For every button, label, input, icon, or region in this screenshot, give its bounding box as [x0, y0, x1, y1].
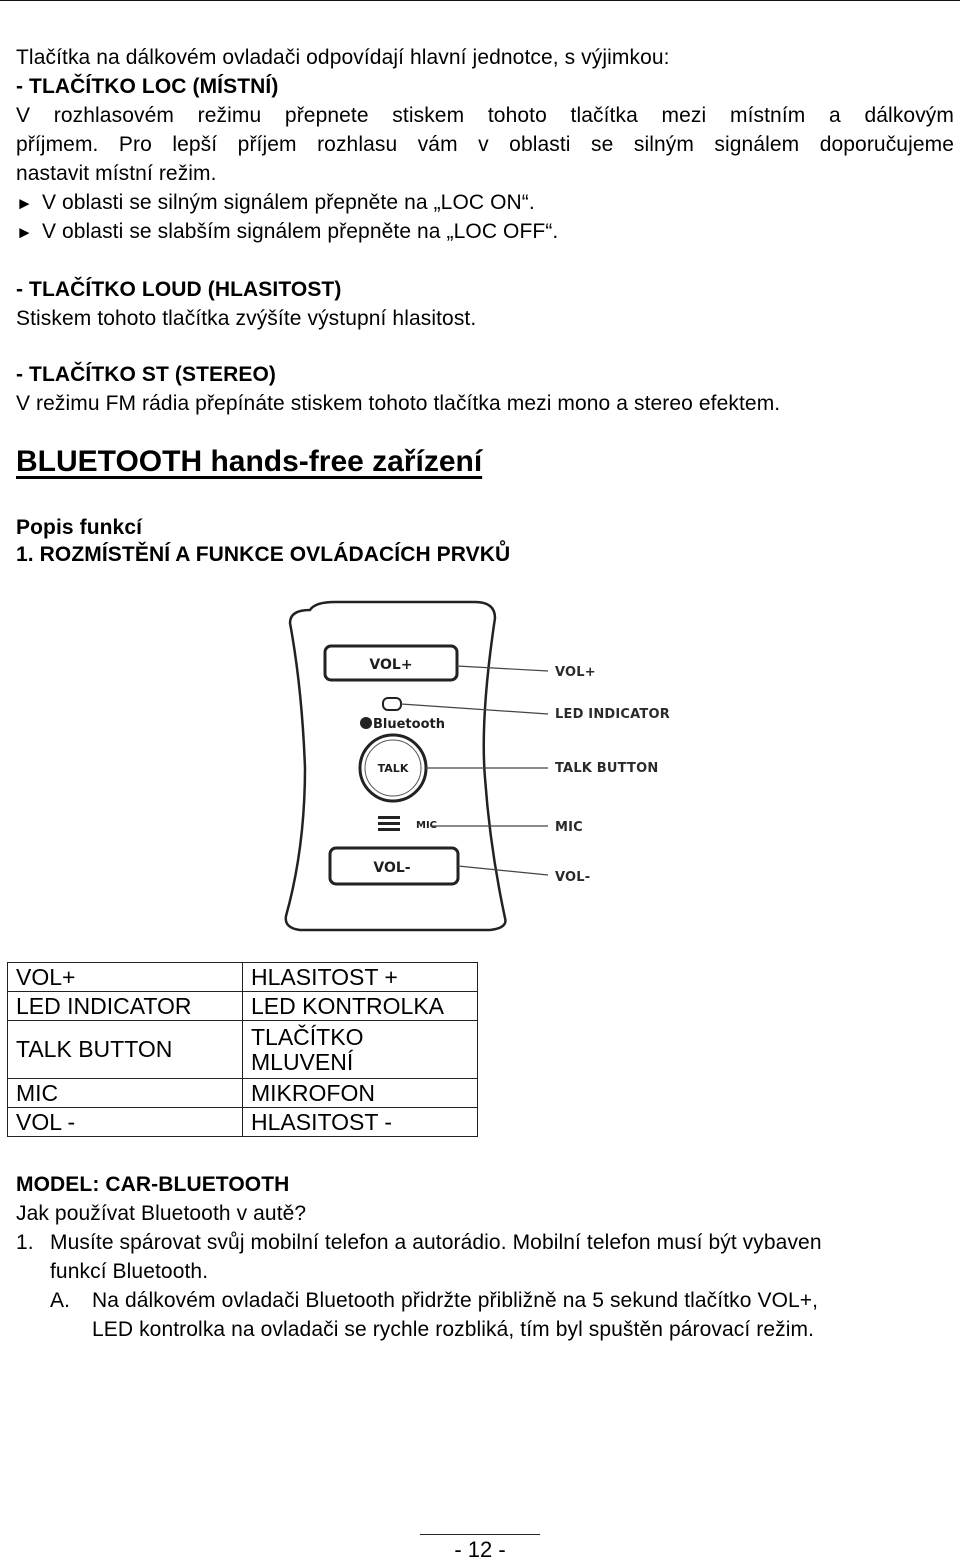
controls-table: [7, 962, 478, 1137]
top-rule: [0, 0, 960, 1]
step-a-number: A.: [50, 1289, 71, 1312]
table-row: [8, 963, 478, 992]
bluetooth-text: Bluetooth: [373, 717, 445, 732]
step-1-line-2: funkcí Bluetooth.: [50, 1260, 209, 1283]
loc-bullet-1-text: V oblasti se silným signálem přepněte na „LOC ON“.: [41, 191, 535, 214]
popis-heading: Popis funkcí: [16, 516, 143, 539]
loc-line-1: V rozhlasovém režimu přepnete stiskem tohoto tlačítka mezi místním a dálkovým: [16, 104, 954, 127]
mic-icon: [378, 816, 400, 831]
loc-line-3: nastavit místní režim.: [16, 162, 217, 185]
section-title: BLUETOOTH hands-free zařízení: [16, 445, 483, 478]
led-indicator: [383, 698, 401, 710]
table-row: [8, 1079, 478, 1108]
table-cell: MIC: [8, 1079, 243, 1108]
table-row: [8, 1021, 478, 1079]
model-title: MODEL: CAR-BLUETOOTH: [16, 1173, 290, 1196]
bluetooth-icon: [360, 717, 372, 729]
label-led-indicator: LED INDICATOR: [555, 707, 670, 722]
label-vol-minus: VOL-: [555, 870, 591, 885]
loc-bullet-2: [16, 217, 558, 247]
table-row: [8, 1108, 478, 1137]
triangle-right-icon: ►: [16, 194, 33, 213]
step-a-line-1: Na dálkovém ovladači Bluetooth přidržte přibližně na 5 sekund tlačítko VOL+,: [92, 1289, 819, 1312]
table-cell: VOL+: [8, 963, 243, 992]
step-1-line-1: Musíte spárovat svůj mobilní telefon a autorádio. Mobilní telefon musí být vybaven: [50, 1231, 822, 1254]
table-cell: MIKROFON: [243, 1079, 478, 1108]
vol-minus-key-label: VOL-: [373, 860, 411, 876]
loc-bullet-1: [16, 188, 535, 218]
table-cell: TALK BUTTON: [8, 1021, 243, 1079]
loc-line-2: příjmem. Pro lepší příjem rozhlasu vám v oblasti se silným signálem doporučujeme: [16, 133, 954, 156]
table-cell: HLASITOST +: [243, 963, 478, 992]
page-number: - 12 -: [454, 1537, 506, 1562]
footer-rule: [420, 1534, 540, 1535]
loud-heading: - TLAČÍTKO LOUD (HLASITOST): [16, 278, 342, 301]
table-cell: LED INDICATOR: [8, 992, 243, 1021]
table-cell: LED KONTROLKA: [243, 992, 478, 1021]
table-cell: TLAČÍTKO MLUVENÍ: [243, 1021, 478, 1079]
table-cell: HLASITOST -: [243, 1108, 478, 1137]
vol-plus-key-label: VOL+: [369, 657, 413, 673]
intro-text: Tlačítka na dálkovém ovladači odpovídají hlavní jednotce, s výjimkou:: [16, 46, 670, 69]
triangle-right-icon: ►: [16, 223, 33, 242]
loc-heading: - TLAČÍTKO LOC (MÍSTNÍ): [16, 75, 279, 98]
table-cell: VOL -: [8, 1108, 243, 1137]
label-talk-button: TALK BUTTON: [555, 761, 659, 776]
talk-key-label: TALK: [377, 762, 409, 775]
loc-bullet-2-text: V oblasti se slabším signálem přepněte na „LOC OFF“.: [41, 220, 559, 243]
label-mic: MIC: [555, 820, 583, 835]
step-a-line-2: LED kontrolka na ovladači se rychle rozbliká, tím byl spuštěn párovací režim.: [92, 1318, 815, 1341]
rozmisteni-heading: 1. ROZMÍSTĚNÍ A FUNKCE OVLÁDACÍCH PRVKŮ: [16, 543, 511, 566]
model-question: Jak používat Bluetooth v autě?: [16, 1202, 307, 1225]
st-heading: - TLAČÍTKO ST (STEREO): [16, 363, 277, 386]
remote-diagram: [280, 598, 670, 933]
label-vol-plus: VOL+: [555, 665, 596, 680]
table-row: [8, 992, 478, 1021]
mic-text: MIC: [416, 820, 438, 831]
st-text: V režimu FM rádia přepínáte stiskem tohoto tlačítka mezi mono a stereo efektem.: [16, 392, 781, 415]
loud-text: Stiskem tohoto tlačítka zvýšíte výstupní hlasitost.: [16, 307, 477, 330]
step-1-number: 1.: [16, 1231, 34, 1254]
